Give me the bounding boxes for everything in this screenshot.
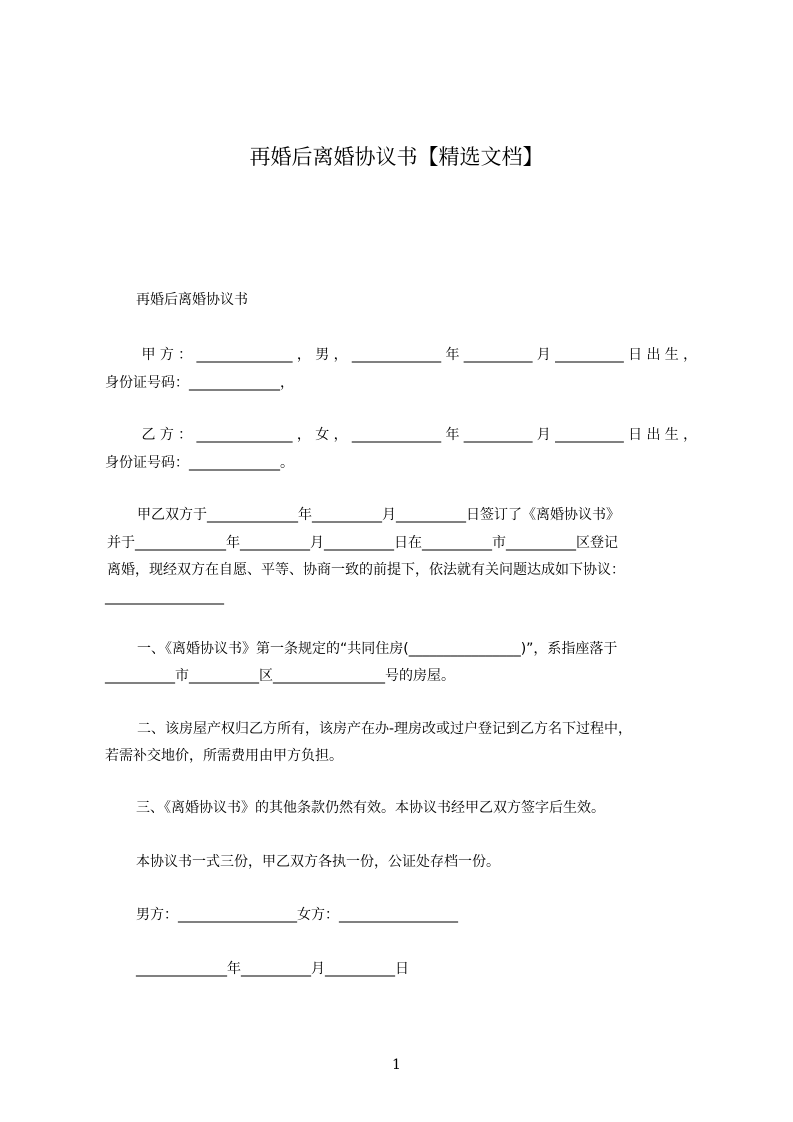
page-title: 再婚后离婚协议书【精选文档】 <box>249 145 544 169</box>
signature-line: 男方：_________________女方：_________________ <box>136 907 458 923</box>
date-line: _____________年__________月__________日 <box>136 961 409 977</box>
page-number: 1 <box>392 1057 401 1073</box>
subtitle: 再婚后离婚协议书 <box>136 292 248 308</box>
party-a-line-2: 身份证号码：_____________， <box>105 375 294 391</box>
party-a-line-1: 甲方：______________，男，_____________年__________月__________日出生， <box>137 347 697 363</box>
intro-line-4: _________________ <box>105 589 224 605</box>
party-b-line-1: 乙方：______________，女，_____________年__________月__________日出生， <box>137 427 697 443</box>
clause-1-line-2: __________市__________区________________号的房屋。 <box>105 668 455 684</box>
clause-2-line-1: 二、该房屋产权归乙方所有，该房产在办-理房改或过户登记到乙方名下过程中， <box>137 721 633 737</box>
party-b-line-2: 身份证号码：_____________。 <box>105 455 294 471</box>
clause-1-line-1: 一、《离婚协议书》第一条规定的“共同住房(________________)”，系指座落于 <box>137 641 618 657</box>
clause-3: 三、《离婚协议书》的其他条款仍然有效。本协议书经甲乙双方签字后生效。 <box>136 800 605 816</box>
intro-line-2: 并于_____________年__________月__________日在__________市__________区登记 <box>107 535 618 551</box>
clause-2-line-2: 若需补交地价，所需费用由甲方负担。 <box>105 748 343 764</box>
intro-line-1: 甲乙双方于_____________年__________月__________日签订了《离婚协议书》 <box>137 507 620 523</box>
intro-line-3: 离婚，现经双方在自愿、平等、协商一致的前提下，依法就有关问题达成如下协议： <box>107 562 625 578</box>
copies-statement: 本协议书一式三份，甲乙双方各执一份，公证处存档一份。 <box>136 854 500 870</box>
